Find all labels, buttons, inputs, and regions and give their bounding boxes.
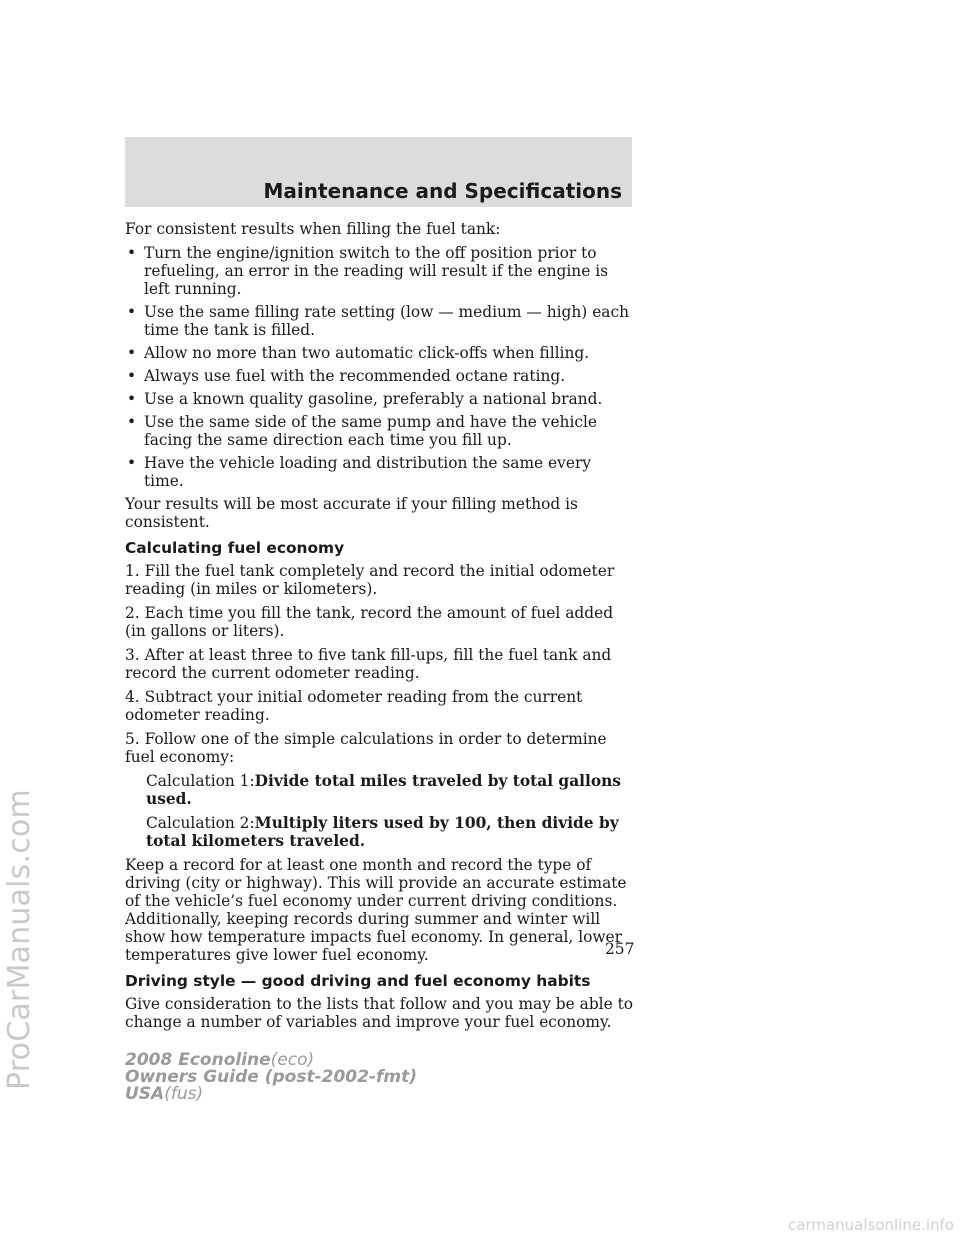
bullet-icon: • (127, 454, 137, 472)
list-item: • Have the vehicle loading and distribution the same every time. (127, 454, 592, 490)
calculation-1: Calculation 1:Divide total miles traveled by total gallons used. (146, 772, 621, 808)
calc-step-3: 3. After at least three to five tank fill-ups, fill the fuel tank and record the current odometer reading. (125, 646, 612, 682)
page-number: 257 (605, 940, 635, 958)
bullet-icon: • (127, 344, 137, 362)
list-item: • Use the same filling rate setting (low — medium — high) each time the tank is filled. (127, 303, 630, 339)
bullet-icon: • (127, 367, 137, 385)
list-item: • Use the same side of the same pump and have the vehicle facing the same direction each time you fill up. (127, 413, 598, 449)
list-item: • Turn the engine/ignition switch to the off position prior to refueling, an error in the reading will result if the engine is left running. (127, 244, 609, 298)
record-note: Keep a record for at least one month and record the type of driving (city or highway). This will provide an accurate estimate of the vehicle’s fuel economy under current driving conditions. Additionally, keeping records during summer and winter will show how temperature impacts fuel economy. In general, lower temperatures give lower fuel economy. (125, 856, 627, 964)
calc-step-5: 5. Follow one of the simple calculations in order to determine fuel economy: (125, 730, 607, 766)
footer-line-3: USA(fus) (125, 1084, 204, 1104)
filling-tips-list (125, 244, 635, 490)
driving-style-heading: Driving style — good driving and fuel economy habits (125, 972, 591, 990)
list-item: • Use a known quality gasoline, preferably a national brand. (127, 390, 603, 408)
calc-step-1: 1. Fill the fuel tank completely and record the initial odometer reading (in miles or kilometers). (125, 562, 615, 598)
bullet-icon: • (127, 244, 137, 262)
driving-style-text: Give consideration to the lists that follow and you may be able to change a number of variables and improve your fuel economy. (125, 995, 634, 1031)
bullet-icon: • (127, 303, 137, 321)
page-content (125, 220, 635, 1037)
site-url: carmanualsonline.info (788, 1216, 954, 1234)
footer-line-2: Owners Guide (post-2002-fmt) (125, 1067, 418, 1087)
bullet-icon: • (127, 390, 137, 408)
footer-line-1: 2008 Econoline(eco) (125, 1050, 315, 1070)
site-watermark: ProCarManuals.com (2, 789, 37, 1090)
list-item: • Always use fuel with the recommended octane rating. (127, 367, 566, 385)
calculation-2: Calculation 2:Multiply liters used by 100, then divide by total kilometers traveled. (146, 814, 619, 850)
document-footer (125, 1052, 417, 1103)
list-item: • Allow no more than two automatic click-offs when filling. (127, 344, 590, 362)
calc-step-2: 2. Each time you fill the tank, record the amount of fuel added (in gallons or liters). (125, 604, 614, 640)
calc-section-heading: Calculating fuel economy (125, 539, 345, 557)
calc-step-4: 4. Subtract your initial odometer reading from the current odometer reading. (125, 688, 583, 724)
intro-text: For consistent results when filling the fuel tank: (125, 220, 501, 238)
bullet-icon: • (127, 413, 137, 431)
results-note: Your results will be most accurate if your filling method is consistent. (125, 495, 578, 531)
section-title: Maintenance and Specifications (263, 179, 622, 203)
section-header-band (125, 137, 632, 207)
